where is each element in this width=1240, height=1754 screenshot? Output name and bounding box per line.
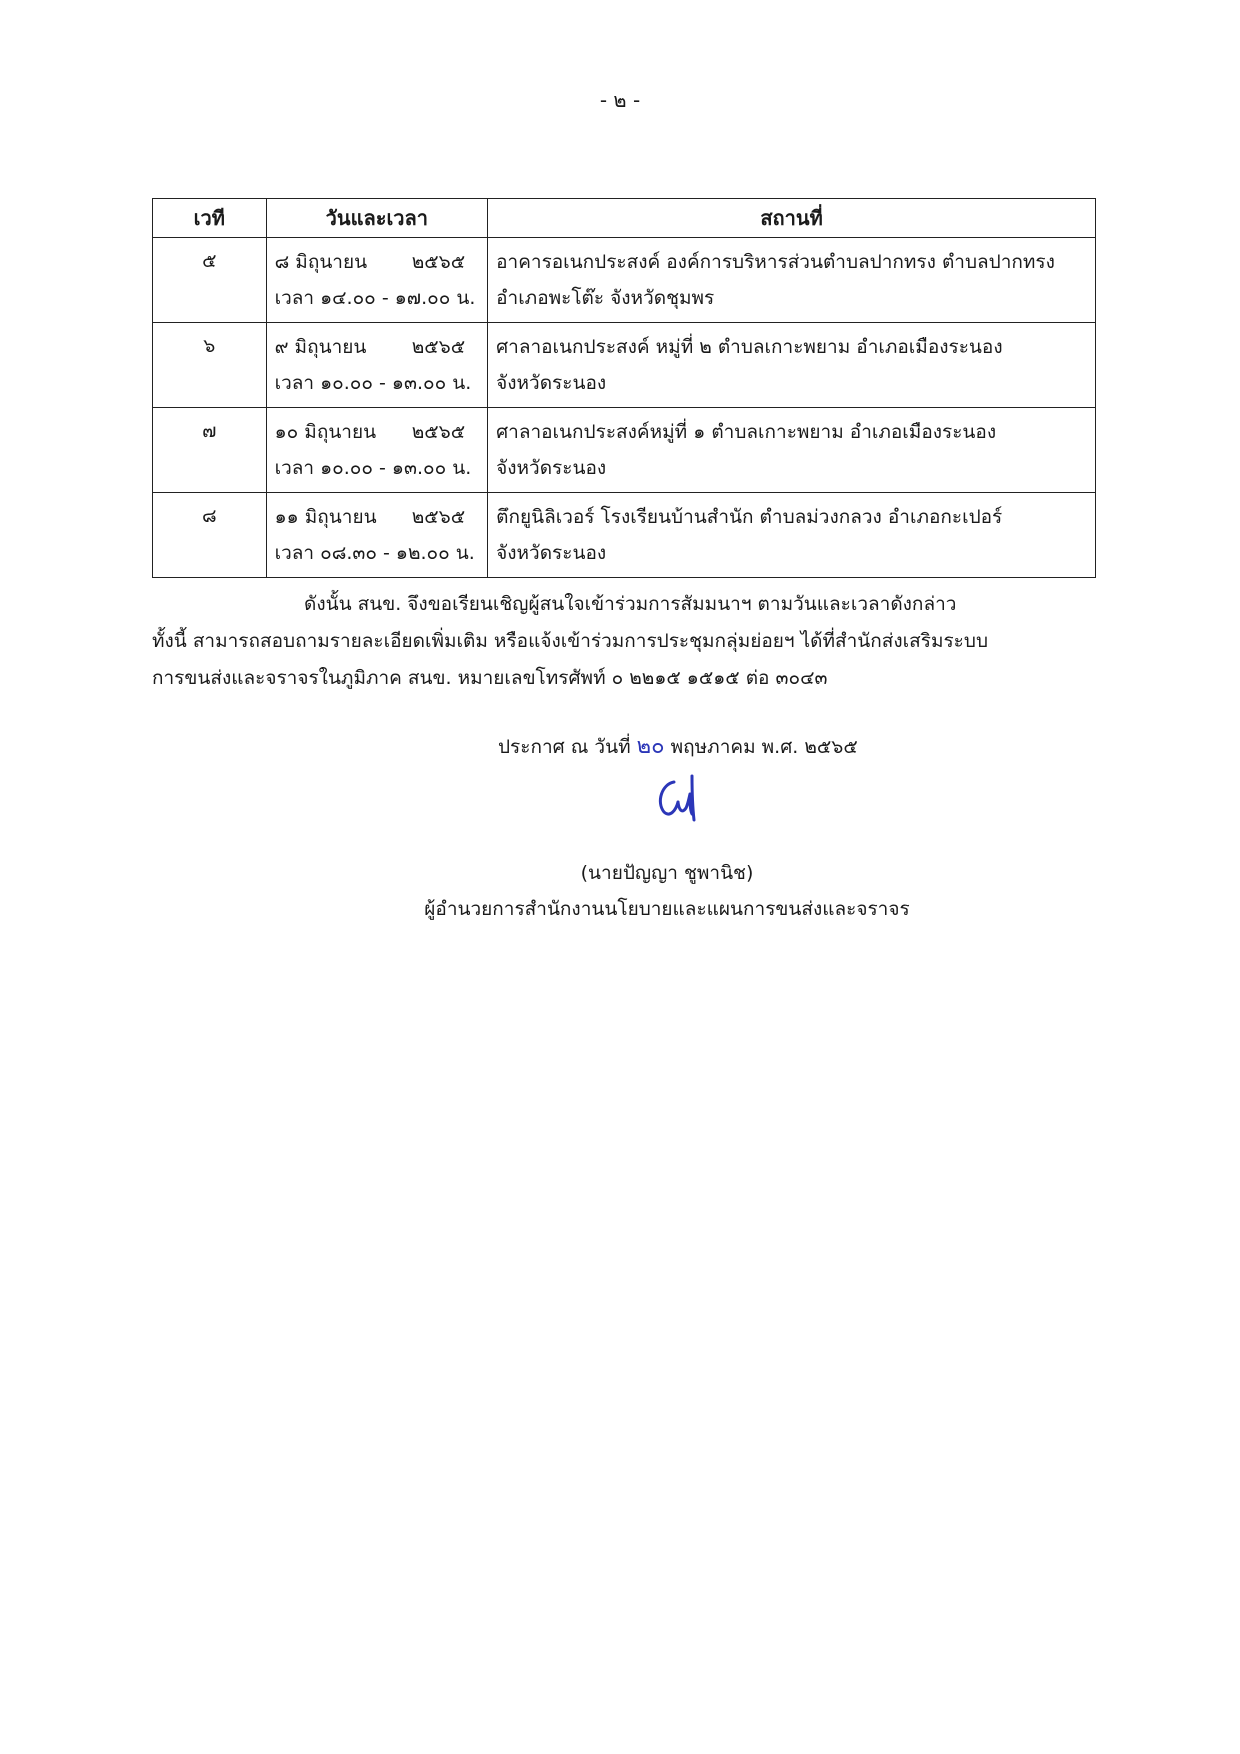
date-day: ๙ มิถุนายน [274, 336, 367, 358]
invitation-paragraph [152, 586, 1096, 697]
place-line: จังหวัดระนอง [496, 542, 607, 564]
paragraph-line: การขนส่งและจราจรในภูมิภาค สนข. หมายเลขโทรศัพท์ ๐ ๒๒๑๕ ๑๕๑๕ ต่อ ๓๐๔๓ [152, 667, 828, 689]
date-day: ๑๐ มิถุนายน [274, 421, 377, 443]
date-cell [266, 493, 488, 578]
date-day: ๘ มิถุนายน [274, 251, 368, 273]
header-stage: เวที [153, 199, 267, 238]
place-line: จังหวัดระนอง [496, 457, 607, 479]
header-date-time: วันและเวลา [266, 199, 488, 238]
signer-name: (นายปัญญา ชูพานิช) [580, 862, 754, 884]
paragraph-line: ทั้งนี้ สามารถสอบถามรายละเอียดเพิ่มเติม หรือแจ้งเข้าร่วมการประชุมกลุ่มย่อยฯ ได้ที่สำนักส่งเสริมระบบ [152, 630, 989, 652]
place-line: ตึกยูนิลิเวอร์ โรงเรียนบ้านสำนัก ตำบลม่วงกลวง อำเภอกะเปอร์ [496, 506, 1003, 528]
paragraph-line: ดังนั้น สนข. จึงขอเรียนเชิญผู้สนใจเข้าร่วมการสัมมนาฯ ตามวันและเวลาดังกล่าว [304, 593, 957, 615]
place-cell [488, 408, 1096, 493]
date-year: ๒๕๖๕ [411, 336, 466, 358]
stage-cell: ๖ [153, 323, 267, 408]
table-row [153, 323, 1096, 408]
announcement-prefix: ประกาศ ณ วันที่ [498, 736, 631, 758]
time-range: เวลา ๑๔.๐๐ - ๑๗.๐๐ น. [274, 287, 476, 309]
stage-cell: ๗ [153, 408, 267, 493]
place-line: ศาลาอเนกประสงค์หมู่ที่ ๑ ตำบลเกาะพยาม อำเภอเมืองระนอง [496, 421, 997, 443]
announcement-date [498, 728, 858, 763]
date-cell [266, 408, 488, 493]
announcement-suffix: พฤษภาคม พ.ศ. ๒๕๖๕ [670, 736, 858, 758]
time-range: เวลา ๑๐.๐๐ - ๑๓.๐๐ น. [274, 457, 472, 479]
place-cell [488, 238, 1096, 323]
announcement-day: ๒๐ [636, 734, 665, 759]
place-line: อำเภอพะโต๊ะ จังหวัดชุมพร [496, 287, 715, 309]
place-cell [488, 323, 1096, 408]
stage-cell: ๘ [153, 493, 267, 578]
time-range: เวลา ๑๐.๐๐ - ๑๓.๐๐ น. [274, 372, 472, 394]
place-cell [488, 493, 1096, 578]
date-day: ๑๑ มิถุนายน [274, 506, 377, 528]
place-line: ศาลาอเนกประสงค์ หมู่ที่ ๒ ตำบลเกาะพยาม อำเภอเมืองระนอง [496, 336, 1003, 358]
table-row [153, 238, 1096, 323]
date-cell [266, 238, 488, 323]
date-year: ๒๕๖๕ [411, 421, 466, 443]
date-year: ๒๕๖๕ [411, 506, 466, 528]
place-line: อาคารอเนกประสงค์ องค์การบริหารส่วนตำบลปากทรง ตำบลปากทรง [496, 251, 1055, 273]
schedule-table [152, 198, 1096, 578]
header-place: สถานที่ [488, 199, 1096, 238]
table-row [153, 493, 1096, 578]
signature-mark [652, 772, 712, 824]
time-range: เวลา ๐๘.๓๐ - ๑๒.๐๐ น. [274, 542, 475, 564]
table-header-row [153, 199, 1096, 238]
date-cell [266, 323, 488, 408]
date-year: ๒๕๖๕ [411, 251, 466, 273]
place-line: จังหวัดระนอง [496, 372, 607, 394]
table-row [153, 408, 1096, 493]
signer-title: ผู้อำนวยการสำนักงานนโยบายและแผนการขนส่งและจราจร [424, 898, 910, 920]
page-number: - ๒ - [599, 88, 641, 112]
stage-cell: ๕ [153, 238, 267, 323]
